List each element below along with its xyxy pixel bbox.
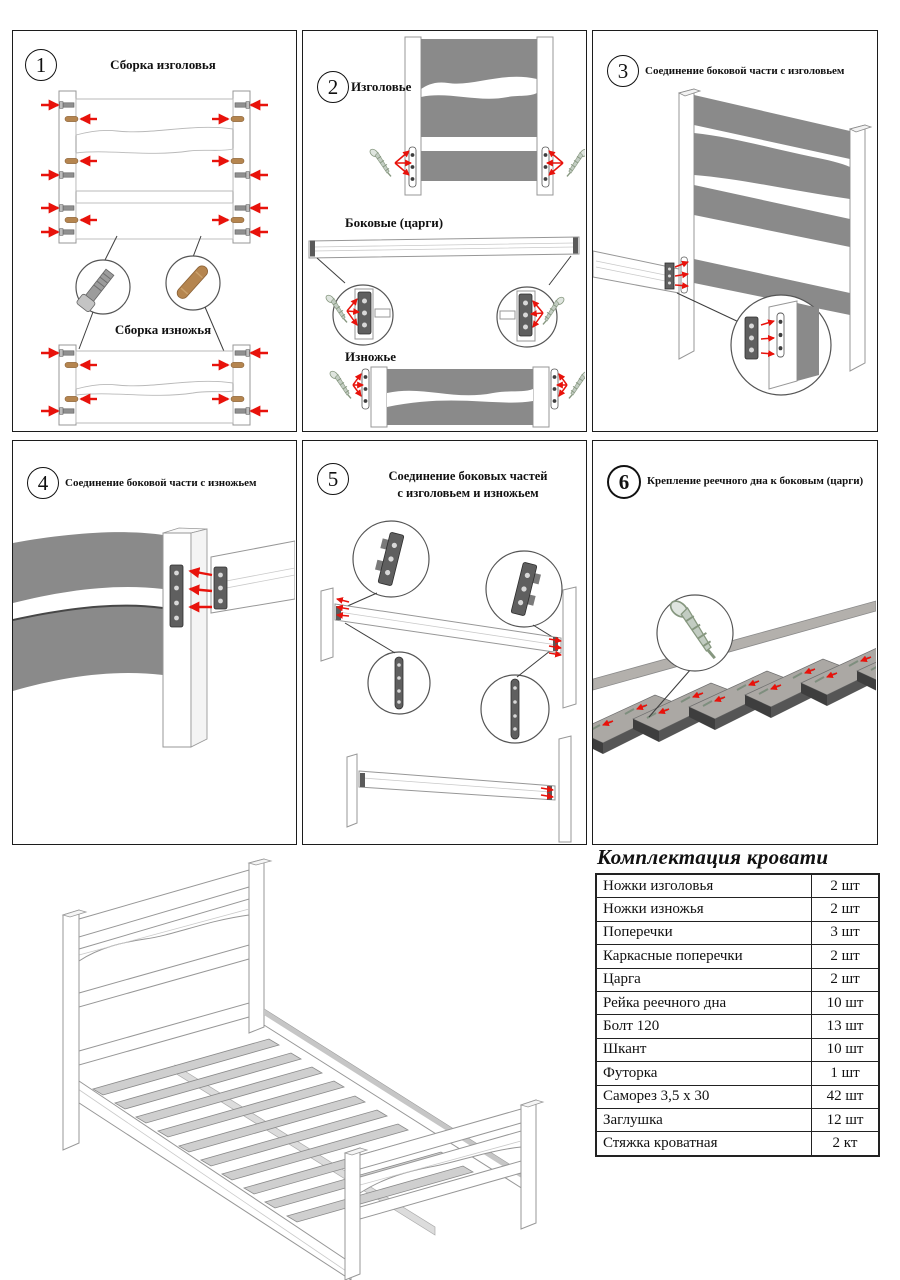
step-title: Соединение боковой части с изголовьем [645,65,845,77]
pin-strip-icon [409,147,416,187]
dowel-callout [166,256,220,310]
part-name: Заглушка [596,1108,812,1131]
bracket-plate-icon [358,292,371,334]
table-row [596,874,879,898]
screw-icon [569,370,585,399]
part-name: Каркасные поперечки [596,945,812,968]
part-qty: 2 кт [812,1132,880,1156]
step-subtitle: Сборка изножья [114,322,212,337]
dowel-icon [65,362,78,367]
screw-icon [329,370,351,399]
table-row [596,991,879,1014]
part-qty: 1 шт [812,1062,880,1085]
table-row [596,968,879,991]
step3-diagram [593,31,876,430]
step-number-badge: 1 [25,49,57,81]
screw-callout [657,595,733,671]
part-qty: 2 шт [812,874,880,898]
footboard-label: Изножье [345,349,397,364]
headboard-label: Изголовье [351,79,412,94]
side-rails-label: Боковые (царги) [345,215,444,230]
bolt-icon [60,102,74,109]
table-row [596,921,879,944]
bolt-icon [235,102,249,109]
part-qty: 2 шт [812,968,880,991]
pin-strip-icon [542,147,549,187]
table-row [596,1108,879,1131]
table-row [596,1132,879,1156]
step-panel-6 [592,440,878,845]
footboard-corner-3d [13,528,207,747]
footboard-drawing [329,367,585,427]
bracket-plate-icon [519,294,532,336]
dowel-icon [65,396,78,401]
strip-callout-mid-left [368,652,430,714]
bolt-icon [235,408,249,415]
step-panel-2 [302,30,587,432]
bolt-icon [235,350,249,357]
step-title-line2: с изголовьем и изножьем [397,486,539,500]
screw-icon [369,148,391,177]
part-qty: 3 шт [812,921,880,944]
bolt-icon [60,408,74,415]
table-row [596,1085,879,1108]
step-number-badge: 3 [607,55,639,87]
bracket-callout [731,295,831,395]
dowel-icon [231,116,244,121]
step-panel-3 [592,30,878,432]
step6-diagram [593,441,876,843]
bracket-callout-top-right [486,551,562,627]
screw-icon [567,148,585,177]
bolt-icon [235,229,249,236]
step-number-badge: 5 [317,463,349,495]
part-qty: 42 шт [812,1085,880,1108]
table-row [596,945,879,968]
headboard-front-post [63,910,86,1150]
slats-3d [593,635,876,754]
strip-callout-mid-right [481,675,549,743]
part-name: Поперечки [596,921,812,944]
step-panel-1 [12,30,297,432]
dowel-icon [65,116,78,121]
rail-assembly-lower [347,736,571,842]
headboard-3d [79,859,271,1065]
dowel-icon [231,158,244,163]
step-title-line1: Соединение боковых частей [388,469,548,483]
dowel-icon [65,217,78,222]
part-qty: 10 шт [812,991,880,1014]
headboard-drawing [369,37,585,195]
part-qty: 12 шт [812,1108,880,1131]
bolt-icon [235,172,249,179]
step-panel-4 [12,440,297,845]
part-name: Ножки изножья [596,898,812,921]
step-title: Крепление реечного дна к боковым (царги) [647,475,864,487]
step-number-badge: 2 [317,71,349,103]
table-row [596,1062,879,1085]
part-name: Болт 120 [596,1015,812,1038]
side-rail-3d [211,541,295,613]
table-row [596,898,879,921]
dowel-icon [231,396,244,401]
bolt-icon [235,205,249,212]
rail-bracket-callout-right [497,287,565,347]
part-qty: 2 шт [812,945,880,968]
side-rail-3d [593,251,688,293]
parts-table-title: Комплектация кровати [597,845,829,869]
part-qty: 10 шт [812,1038,880,1061]
bolt-icon [60,172,74,179]
side-rail-drawing [309,237,579,285]
bolt-callout [76,260,130,314]
step-number-badge: 6 [607,465,641,499]
part-name: Футорка [596,1062,812,1085]
table-row [596,1015,879,1038]
assembled-bed-drawing [15,855,585,1280]
pin-strip-icon [551,369,558,409]
part-name: Ножки изголовья [596,874,812,898]
dowel-icon [65,158,78,163]
parts-list [595,845,880,1157]
step-panel-5 [302,440,587,845]
bracket-plate-icon [745,317,758,359]
part-name: Царга [596,968,812,991]
dowel-icon [231,362,244,367]
headboard-assembly-drawing [41,91,268,243]
part-name: Стяжка кроватная [596,1132,812,1156]
part-qty: 2 шт [812,898,880,921]
step-title: Соединение боковой части с изножьем [65,477,257,489]
footboard-assembly-drawing [41,345,268,425]
pin-strip-icon [362,369,369,409]
dowel-icon [231,217,244,222]
bolt-icon [60,350,74,357]
part-name: Шкант [596,1038,812,1061]
step-title: Сборка изголовья [110,57,216,72]
table-row [596,1038,879,1061]
bracket-callout-top-left [353,521,429,597]
part-name: Саморез 3,5 x 30 [596,1085,812,1108]
part-qty: 13 шт [812,1015,880,1038]
bolt-icon [60,229,74,236]
parts-table [595,873,880,1157]
bolt-icon [60,205,74,212]
step1-diagram [13,31,295,430]
step-number-badge: 4 [27,467,59,499]
part-name: Рейка реечного дна [596,991,812,1014]
pin-strip-icon [777,313,784,357]
step4-diagram [13,441,295,843]
rail-bracket-callout-left [325,285,393,345]
